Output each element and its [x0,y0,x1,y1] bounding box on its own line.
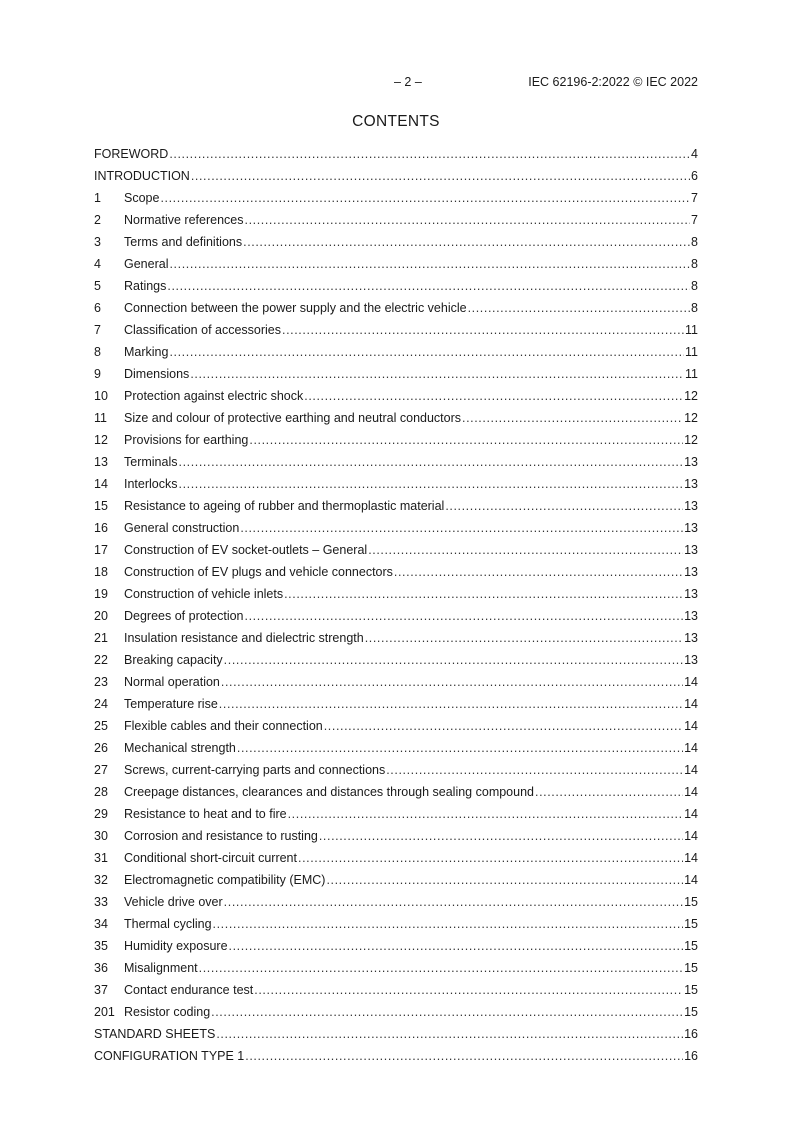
toc-entry-page: 15 [684,917,698,931]
toc-entry-title: Vehicle drive over [124,895,223,909]
toc-dot-leader [284,585,683,603]
toc-entry-number: 16 [94,521,108,535]
toc-entry-title: Interlocks [124,477,178,491]
page-number: – 2 – [394,75,422,89]
toc-dot-leader [326,871,683,889]
toc-entry-number: 32 [94,873,108,887]
toc-entry[interactable] [94,145,698,167]
toc-entry-title: Misalignment [124,961,198,975]
toc-entry-page: 11 [685,345,698,359]
toc-dot-leader [245,211,691,229]
toc-entry-number: 20 [94,609,108,623]
toc-entry-page: 11 [685,367,698,381]
toc-entry-number: 28 [94,785,108,799]
toc-dot-leader [282,321,684,339]
toc-entry-page: 15 [684,983,698,997]
toc-entry-title: Marking [124,345,169,359]
toc-dot-leader [191,167,690,185]
toc-entry[interactable] [94,343,698,365]
toc-entry[interactable] [94,585,698,607]
toc-entry-number: 29 [94,807,108,821]
toc-entry-number: 11 [94,411,107,425]
toc-entry[interactable] [94,189,698,211]
toc-entry-title: Resistor coding [124,1005,211,1019]
toc-entry-title: Construction of EV plugs and vehicle connectors [124,565,393,579]
toc-entry-page: 7 [691,213,698,227]
toc-dot-leader [365,629,683,647]
toc-entry[interactable] [94,277,698,299]
toc-dot-leader [240,519,683,537]
toc-entry-page: 14 [684,785,698,799]
toc-entry-page: 14 [684,675,698,689]
toc-entry[interactable] [94,453,698,475]
toc-entry-page: 15 [684,961,698,975]
toc-entry-page: 8 [691,301,698,315]
toc-dot-leader [211,1003,683,1021]
toc-dot-leader [167,277,690,295]
toc-dot-leader [190,365,684,383]
toc-entry-number: 33 [94,895,108,909]
toc-entry-title: Dimensions [124,367,190,381]
toc-entry-page: 15 [684,939,698,953]
toc-entry[interactable] [94,211,698,233]
toc-entry-number: 6 [94,301,101,315]
toc-entry-title: Terms and definitions [124,235,243,249]
toc-entry[interactable] [94,519,698,541]
toc-entry-number: 13 [94,455,108,469]
toc-entry-title: Terminals [124,455,178,469]
toc-dot-leader [324,717,683,735]
toc-entry-page: 8 [691,257,698,271]
toc-entry-number: 18 [94,565,108,579]
toc-entry-number: 35 [94,939,108,953]
toc-entry-page: 8 [691,235,698,249]
toc-entry-title: Provisions for earthing [124,433,249,447]
toc-entry-title: Construction of vehicle inlets [124,587,284,601]
toc-dot-leader [288,805,683,823]
toc-entry-number: 3 [94,235,101,249]
toc-entry-title: FOREWORD [94,147,169,161]
toc-entry-page: 13 [684,477,698,491]
toc-entry-page: 15 [684,895,698,909]
toc-entry[interactable] [94,497,698,519]
toc-entry-page: 11 [685,323,698,337]
toc-entry-title: Scope [124,191,160,205]
toc-entry-title: Humidity exposure [124,939,228,953]
toc-entry-title: Insulation resistance and dielectric strength [124,631,364,645]
toc-entry-page: 14 [684,807,698,821]
toc-entry-number: 25 [94,719,108,733]
toc-entry-number: 12 [94,433,108,447]
toc-entry-page: 8 [691,279,698,293]
toc-entry-title: Corrosion and resistance to rusting [124,829,318,843]
toc-entry-title: Thermal cycling [124,917,212,931]
toc-entry-title: Mechanical strength [124,741,236,755]
toc-dot-leader [221,673,683,691]
toc-entry-number: 37 [94,983,108,997]
toc-dot-leader [249,431,683,449]
toc-entry-page: 6 [691,169,698,183]
toc-entry[interactable] [94,1047,698,1069]
toc-entry-number: 10 [94,389,108,403]
toc-entry-page: 16 [684,1049,698,1063]
toc-entry[interactable] [94,321,698,343]
toc-entry-title: Temperature rise [124,697,218,711]
toc-entry[interactable] [94,849,698,871]
toc-entry-title: Breaking capacity [124,653,223,667]
toc-dot-leader [304,387,683,405]
toc-entry[interactable] [94,387,698,409]
toc-entry-number: 27 [94,763,108,777]
toc-entry-title: Resistance to heat and to fire [124,807,287,821]
toc-entry-title: Construction of EV socket-outlets – General [124,543,368,557]
toc-entry[interactable] [94,981,698,1003]
toc-entry-page: 13 [684,565,698,579]
toc-dot-leader [298,849,683,867]
toc-entry[interactable] [94,431,698,453]
toc-dot-leader [199,959,683,977]
toc-entry-page: 12 [684,433,698,447]
toc-entry-number: 201 [94,1005,115,1019]
toc-entry[interactable] [94,1025,698,1047]
toc-dot-leader [254,981,683,999]
toc-entry-title: Size and colour of protective earthing and neutral conductors [124,411,462,425]
toc-entry[interactable] [94,871,698,893]
toc-entry[interactable] [94,365,698,387]
toc-entry[interactable] [94,673,698,695]
toc-entry-title: Resistance to ageing of rubber and thermoplastic material [124,499,445,513]
toc-entry-number: 9 [94,367,101,381]
toc-dot-leader [169,255,690,273]
table-of-contents [94,145,698,1069]
toc-entry-title: Normative references [124,213,244,227]
toc-entry[interactable] [94,959,698,981]
toc-entry-number: 8 [94,345,101,359]
toc-entry-page: 14 [684,829,698,843]
document-id: IEC 62196-2:2022 © IEC 2022 [528,75,698,89]
toc-entry-title: INTRODUCTION [94,169,190,183]
toc-dot-leader [229,937,684,955]
toc-dot-leader [160,189,690,207]
toc-entry[interactable] [94,607,698,629]
toc-entry-title: Creepage distances, clearances and distances through sealing compound [124,785,534,799]
toc-entry[interactable] [94,651,698,673]
toc-entry-title: Normal operation [124,675,220,689]
toc-entry-title: CONFIGURATION TYPE 1 [94,1049,245,1063]
toc-entry-title: General construction [124,521,240,535]
toc-entry-title: Degrees of protection [124,609,244,623]
toc-entry[interactable] [94,827,698,849]
toc-entry-number: 36 [94,961,108,975]
toc-entry-page: 14 [684,719,698,733]
toc-entry[interactable] [94,629,698,651]
toc-entry-title: General [124,257,169,271]
toc-entry-page: 14 [684,697,698,711]
toc-entry[interactable] [94,761,698,783]
toc-entry-title: Flexible cables and their connection [124,719,323,733]
toc-entry[interactable] [94,541,698,563]
toc-entry-page: 13 [684,455,698,469]
toc-entry-title: Protection against electric shock [124,389,304,403]
toc-entry-number: 7 [94,323,101,337]
toc-entry-page: 13 [684,587,698,601]
toc-entry[interactable] [94,937,698,959]
toc-dot-leader [445,497,683,515]
toc-entry-page: 16 [684,1027,698,1041]
toc-entry-number: 34 [94,917,108,931]
toc-entry-page: 13 [684,631,698,645]
toc-entry-page: 13 [684,653,698,667]
toc-entry[interactable] [94,167,698,189]
toc-dot-leader [468,299,690,317]
toc-entry-number: 17 [94,543,108,557]
toc-entry-number: 30 [94,829,108,843]
toc-entry-number: 22 [94,653,108,667]
toc-entry-number: 4 [94,257,101,271]
toc-entry[interactable] [94,299,698,321]
toc-dot-leader [179,453,684,471]
toc-entry-title: Ratings [124,279,167,293]
toc-dot-leader [245,1047,683,1065]
toc-entry-number: 23 [94,675,108,689]
toc-entry[interactable] [94,233,698,255]
toc-entry-number: 15 [94,499,108,513]
toc-entry-page: 14 [684,763,698,777]
toc-entry[interactable] [94,717,698,739]
toc-dot-leader [243,233,690,251]
toc-dot-leader [319,827,683,845]
toc-entry-title: Contact endurance test [124,983,254,997]
toc-entry-page: 13 [684,521,698,535]
toc-entry-number: 24 [94,697,108,711]
toc-entry-title: Connection between the power supply and the electric vehicle [124,301,467,315]
toc-entry-title: STANDARD SHEETS [94,1027,216,1041]
toc-entry-page: 14 [684,873,698,887]
toc-dot-leader [213,915,684,933]
toc-entry-page: 13 [684,543,698,557]
toc-entry-page: 13 [684,609,698,623]
toc-entry-title: Classification of accessories [124,323,282,337]
toc-entry-page: 14 [684,851,698,865]
toc-entry[interactable] [94,409,698,431]
toc-dot-leader [386,761,683,779]
toc-entry-title: Conditional short-circuit current [124,851,297,865]
toc-entry-number: 19 [94,587,108,601]
toc-entry-number: 21 [94,631,108,645]
toc-dot-leader [224,893,683,911]
toc-dot-leader [179,475,684,493]
toc-dot-leader [216,1025,683,1043]
toc-entry[interactable] [94,1003,698,1025]
toc-entry-number: 1 [94,191,101,205]
toc-entry[interactable] [94,695,698,717]
toc-entry-number: 2 [94,213,101,227]
toc-dot-leader [224,651,683,669]
toc-entry[interactable] [94,783,698,805]
toc-dot-leader [394,563,683,581]
toc-entry-number: 26 [94,741,108,755]
toc-entry[interactable] [94,805,698,827]
toc-entry-number: 5 [94,279,101,293]
toc-entry[interactable] [94,563,698,585]
toc-entry-page: 13 [684,499,698,513]
toc-entry-page: 7 [691,191,698,205]
toc-dot-leader [219,695,683,713]
toc-entry-title: Screws, current-carrying parts and connections [124,763,386,777]
toc-entry[interactable] [94,915,698,937]
toc-entry[interactable] [94,893,698,915]
toc-entry-page: 4 [691,147,698,161]
toc-entry-number: 14 [94,477,108,491]
toc-dot-leader [169,145,690,163]
toc-entry-title: Electromagnetic compatibility (EMC) [124,873,326,887]
toc-entry[interactable] [94,475,698,497]
toc-entry-page: 14 [684,741,698,755]
toc-entry[interactable] [94,255,698,277]
toc-dot-leader [462,409,683,427]
toc-dot-leader [237,739,683,757]
toc-entry[interactable] [94,739,698,761]
toc-entry-page: 12 [684,389,698,403]
page-header [94,75,698,93]
toc-dot-leader [169,343,684,361]
toc-entry-number: 31 [94,851,108,865]
toc-dot-leader [368,541,683,559]
toc-dot-leader [535,783,683,801]
toc-entry-page: 15 [684,1005,698,1019]
toc-entry-page: 12 [684,411,698,425]
page-title: CONTENTS [352,113,440,130]
toc-dot-leader [245,607,684,625]
